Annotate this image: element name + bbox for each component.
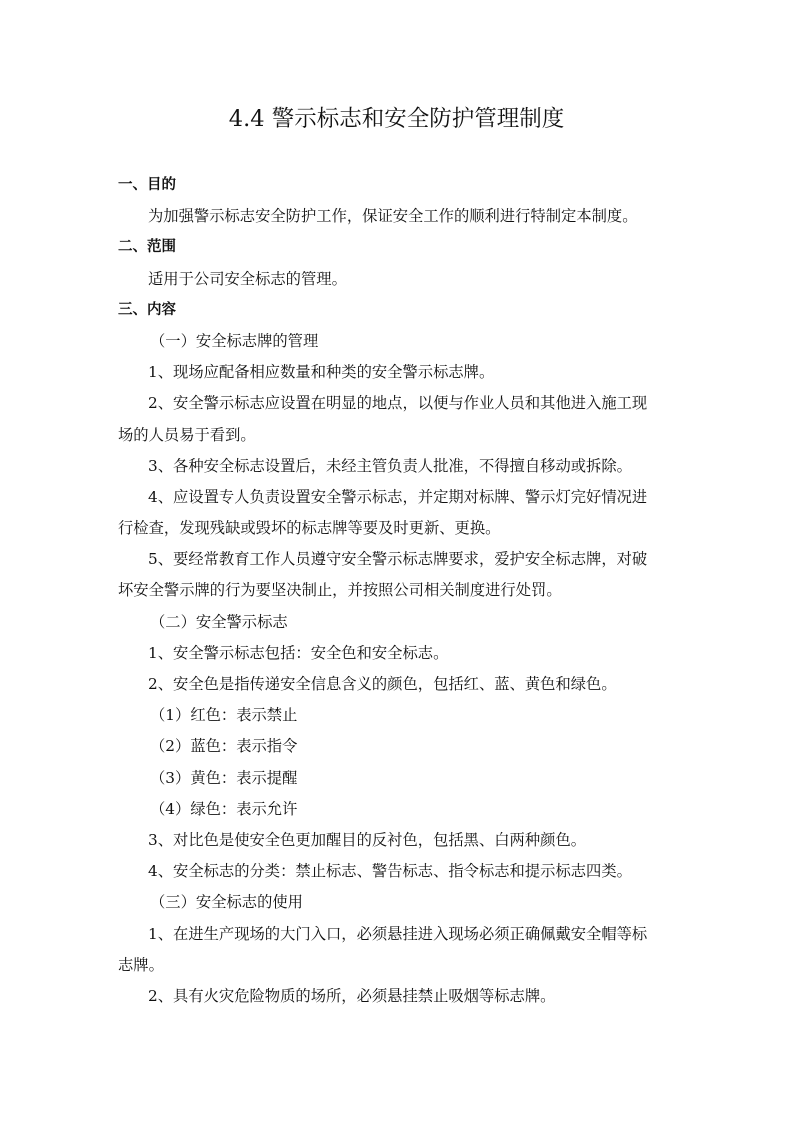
paragraph-line: 5、要经常教育工作人员遵守安全警示标志牌要求，爱护安全标志牌，对破	[148, 550, 648, 569]
document-title: 4.4 警示标志和安全防护管理制度	[228, 106, 565, 132]
paragraph-line: 4、安全标志的分类：禁止标志、警告标志、指令标志和提示标志四类。	[148, 862, 632, 881]
paragraph-line: 1、在进生产现场的大门入口，必须悬挂进入现场必须正确佩戴安全帽等标	[148, 924, 648, 943]
paragraph-line: 2、具有火灾危险物质的场所，必须悬挂禁止吸烟等标志牌。	[148, 986, 556, 1005]
document-body	[118, 170, 678, 1012]
paragraph-line: 3、对比色是使安全色更加醒目的反衬色，包括黑、白两种颜色。	[148, 830, 587, 849]
subsection-line: （一）安全标志牌的管理	[150, 331, 319, 350]
section-heading: 二、范围	[118, 239, 176, 256]
subsection-line: （1）红色：表示禁止	[150, 706, 298, 725]
subsection-line: （二）安全警示标志	[150, 612, 288, 631]
subsection-line: （2）蓝色：表示指令	[150, 737, 298, 756]
section-heading: 一、目的	[118, 177, 176, 193]
paragraph-line: 场的人员易于看到。	[118, 425, 256, 444]
paragraph-line: 2、安全警示标志应设置在明显的地点，以便与作业人员和其他进入施工现	[148, 394, 648, 413]
paragraph-line: 3、各种安全标志设置后，未经主管负责人批准，不得擅自移动或拆除。	[148, 456, 632, 475]
paragraph-line: 2、安全色是指传递安全信息含义的颜色，包括红、蓝、黄色和绿色。	[148, 675, 617, 693]
paragraph-line: 4、应设置专人负责设置安全警示标志，并定期对标牌、警示灯完好情况进	[148, 487, 648, 506]
paragraph-line: 1、现场应配备相应数量和种类的安全警示标志牌。	[148, 363, 495, 382]
paragraph-line: 行检查，发现残缺或毁坏的标志牌等要及时更新、更换。	[118, 519, 501, 538]
section-heading: 三、内容	[118, 301, 176, 318]
paragraph-line: 1、安全警示标志包括：安全色和安全标志。	[148, 643, 449, 662]
subsection-line: （三）安全标志的使用	[150, 893, 303, 912]
paragraph-line: 志牌。	[118, 955, 164, 974]
subsection-line: （4）绿色：表示允许	[150, 799, 298, 818]
paragraph-line: 为加强警示标志安全防护工作，保证安全工作的顺利进行特制定本制度。	[148, 207, 638, 226]
paragraph-line: 适用于公司安全标志的管理。	[148, 269, 347, 288]
paragraph-line: 坏安全警示牌的行为要坚决制止，并按照公司相关制度进行处罚。	[118, 581, 562, 600]
subsection-line: （3）黄色：表示提醒	[150, 768, 298, 787]
